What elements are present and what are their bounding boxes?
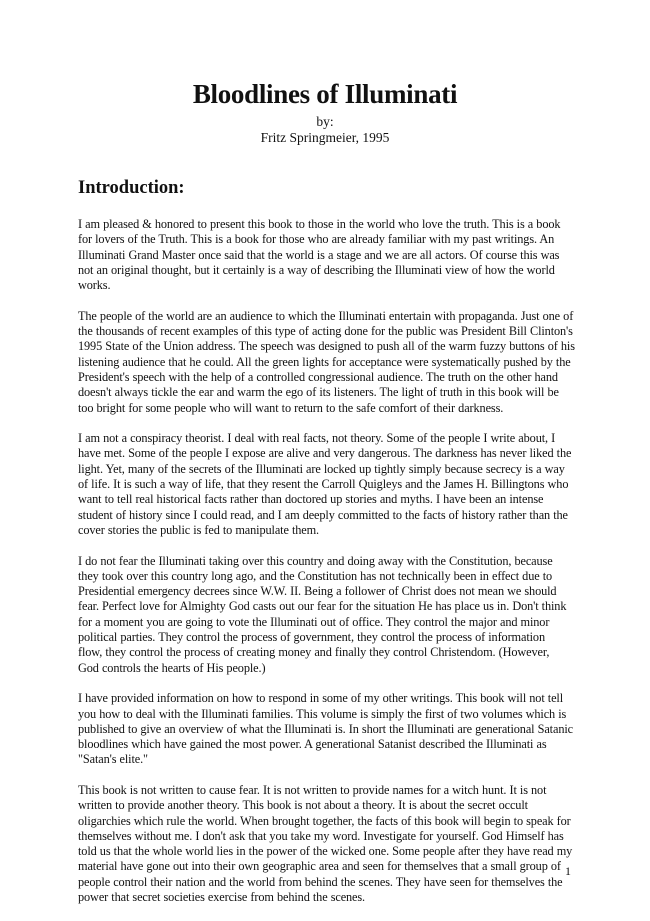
text-line: cover stories the public is fed to manipulate them. [78, 522, 320, 537]
text-line: listening audience that he could. All the green lights for acceptance were systematically pushed by the [78, 354, 571, 369]
text-line: light. Yet, many of the secrets of the Illuminati are locked up tightly simply because secrecy is a way [78, 461, 565, 476]
text-line: written to provide another theory. This book is not about a theory. It is about the secret occult [78, 798, 528, 813]
text-line: I do not fear the Illuminati taking over this country and doing away with the Constitution, because [78, 553, 553, 568]
text-line: oligarchies which rule the world. When brought together, the facts of this book will begin to speak for [78, 813, 571, 828]
text-line: This book is not written to cause fear. It is not written to provide names for a witch hunt. It is not [78, 782, 547, 797]
text-line: material have gone out into their own geographic area and seen for themselves that a small group of [78, 859, 561, 874]
text-line: they took over this country long ago, and the Constitution has not technically been in effect due to [78, 568, 553, 583]
text-line: not an original thought, but it certainly is a way of describing the Illuminati view of how the world [78, 262, 555, 277]
text-line: people control their nation and the world from behind the scenes. They have seen for themselves the [78, 874, 563, 889]
body-paragraph [78, 691, 578, 767]
text-line: works. [78, 278, 111, 293]
text-line: Illuminati Grand Master once said that the world is a stage and we are all actors. Of course this was [78, 247, 560, 262]
text-line: power that secret societies exercise from behind the scenes. [78, 890, 366, 905]
text-line: I am not a conspiracy theorist. I deal with real facts, not theory. Some of the people I write about, I [78, 431, 556, 446]
page-number: 1 [565, 864, 571, 878]
body-paragraph [78, 783, 578, 905]
text-line: I am pleased & honored to present this book to those in the world who love the truth. This is a book [78, 217, 561, 231]
text-line: fear. Perfect love for Almighty God casts out our fear for the situation He has place us in. Don't think [78, 599, 567, 614]
byline [0, 114, 650, 145]
body-paragraph [78, 431, 578, 538]
body-paragraph [78, 554, 578, 676]
document-title: Bloodlines of Illuminati [192, 79, 458, 109]
text-line: bloodlines which have gained the most power. A generational Satanist described the Illuminati as [78, 737, 547, 752]
body-paragraph [78, 309, 578, 416]
text-line: the thousands of recent examples of this type of acting done for the public was President Bill Clinton's [78, 324, 573, 339]
body-paragraph [78, 217, 578, 293]
text-line: political parties. They control the process of government, they control the process of information [78, 630, 545, 645]
text-line: God controls the hearts of His people.) [78, 660, 266, 675]
text-line: published to give an overview of what the Illuminati is. In short the Illuminati are generational Satanic [78, 721, 573, 736]
text-line: told us that the whole world lies in the power of the wicked one. Some people after they have read my [78, 844, 573, 859]
text-line: have met. Some of the people I expose are alive and very dangerous. The darkness has never liked the [78, 446, 572, 461]
text-line: of life. It is such a way of life, that they resent the Carroll Quigleys and the James H. Billingtons who [78, 477, 569, 492]
text-line: 1995 State of the Union address. The speech was designed to push all of the warm fuzzy buttons of his [78, 339, 575, 354]
text-line: for lovers of the Truth. This is a book for those who are already familiar with my past writings. An [78, 232, 555, 247]
text-line: for a moment you are going to vote the Illuminati out of office. They control the major and minor [78, 614, 550, 629]
text-line: themselves without me. I don't ask that you take my word. Investigate for yourself. God Himself has [78, 828, 564, 843]
text-line: doesn't always tickle the ear and warm the ego of its listeners. The light of truth in this book will be [78, 385, 559, 400]
section-heading: Introduction: [78, 178, 185, 198]
text-line: The people of the world are an audience to which the Illuminati entertain with propaganda. Just one of [78, 308, 574, 323]
document-body [78, 217, 578, 921]
text-line: President's speech with the help of a controlled congressional audience. The truth on the other hand [78, 369, 558, 384]
text-line: too bright for some people who will want to return to the safe comfort of their darkness. [78, 400, 504, 415]
text-line: "Satan's elite." [78, 752, 148, 767]
text-line: you how to deal with the Illuminati families. This volume is simply the first of two volumes which is [78, 706, 567, 721]
by-label: by: [316, 114, 334, 129]
text-line: want to tell real historical facts rather than doctored up stories and myths. I have been an intense [78, 492, 544, 507]
author-line: Fritz Springmeier, 1995 [260, 129, 390, 145]
text-line: student of history since I could read, and I am deeply committed to the facts of history rather than the [78, 507, 568, 522]
text-line: Presidential emergency decrees since W.W. II. Being a follower of Christ does not mean we should [78, 584, 557, 599]
text-line: I have provided information on how to respond in some of my other writings. This book will not tell [78, 691, 564, 706]
text-line: flow, they control the process of creating money and finally they control Christendom. (However, [78, 645, 550, 660]
